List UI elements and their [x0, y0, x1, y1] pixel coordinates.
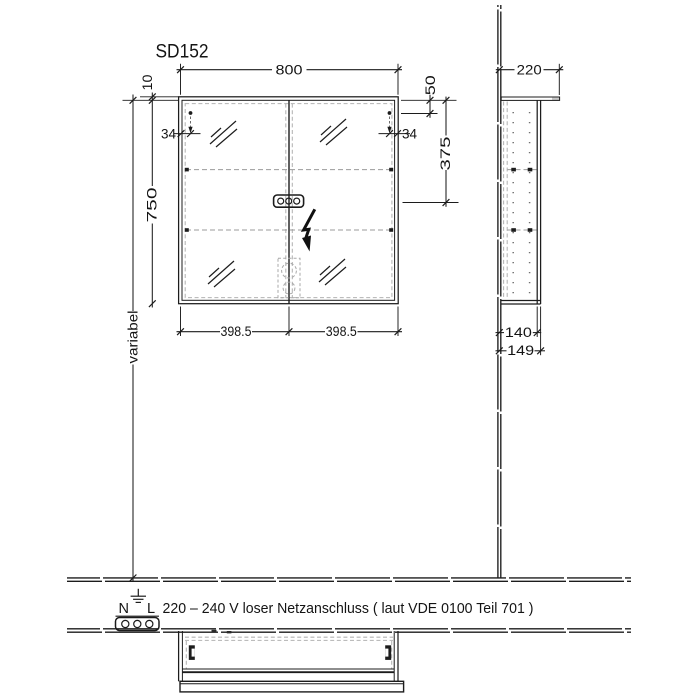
wall-right-vertical	[498, 5, 501, 578]
lightning-bolt-icon	[302, 209, 315, 251]
dim-398-5-right: 398.5	[325, 324, 357, 339]
front-view-cabinet	[179, 97, 399, 304]
mirror-hatch-bottom-left	[208, 261, 235, 287]
dim-398-5-left: 398.5	[220, 324, 252, 339]
side-view-cabinet	[501, 97, 559, 304]
dim-34-left: 34	[161, 126, 177, 142]
side-view-dimensions	[496, 63, 564, 358]
dim-10: 10	[139, 75, 155, 91]
plan-hinge-right	[385, 645, 391, 660]
dim-34-right: 34	[402, 126, 418, 142]
earth-terminal-icon	[131, 589, 146, 603]
side-shelf-lines	[508, 168, 538, 232]
dim-149: 149	[507, 343, 535, 358]
dim-800: 800	[275, 62, 303, 78]
dim-220: 220	[516, 62, 542, 78]
hinge-dot-left	[189, 111, 193, 115]
drawing-title: SD152	[155, 40, 209, 63]
dim-140: 140	[504, 324, 532, 340]
hinge-dot-right	[388, 111, 392, 115]
terminal-n-label: N	[118, 601, 129, 617]
front-view-dimensions	[123, 63, 459, 582]
mirror-hatch-top-left	[210, 121, 237, 147]
dim-variabel: variabel	[125, 316, 141, 364]
mirror-hatch-bottom-right	[319, 259, 346, 285]
dim-50: 50	[422, 80, 438, 96]
mirror-hatch-top-right	[320, 119, 347, 145]
power-note	[116, 589, 534, 631]
wall-bottom-upper	[67, 578, 631, 581]
dim-375: 375	[438, 147, 454, 171]
plan-hinge-left	[189, 645, 195, 660]
power-note-text: 220 – 240 V loser Netzanschluss ( laut VDE 0100 Teil 701 )	[162, 600, 534, 617]
terminal-l-label: L	[147, 601, 156, 617]
plan-view-cabinet	[179, 630, 404, 692]
dim-750: 750	[143, 199, 160, 223]
